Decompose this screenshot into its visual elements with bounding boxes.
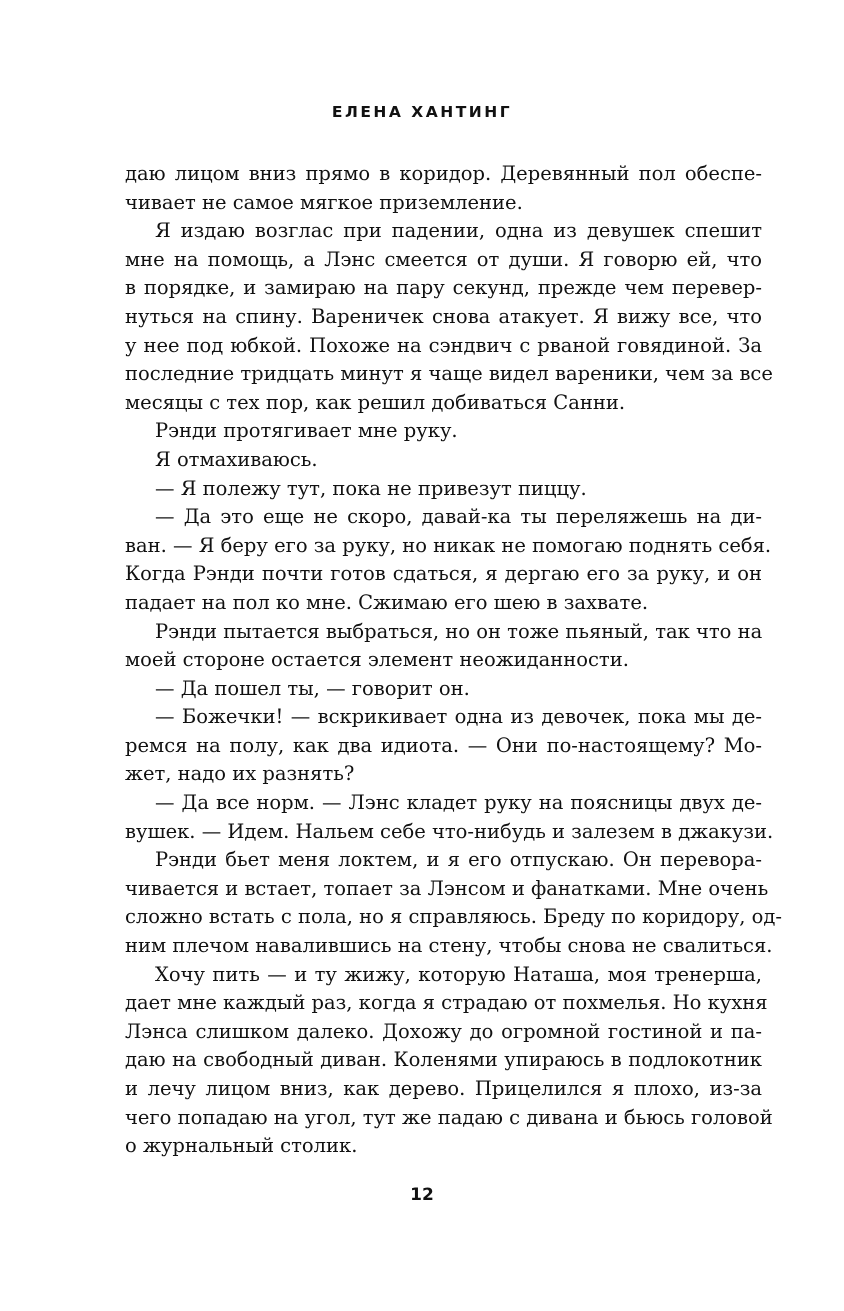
text-line: Рэнди протягивает мне руку.	[155, 419, 458, 443]
text-line: сложно встать с пола, но я справляюсь. Бреду по коридору, од-	[125, 905, 782, 929]
running-header: ЕЛЕНА ХАНТИНГ	[331, 103, 513, 121]
text-line: о журнальный столик.	[125, 1134, 358, 1158]
text-line: — Да это еще не скоро, давай-ка ты переляжешь на ди-	[155, 505, 762, 529]
text-line: ван. — Я беру его за руку, но никак не помогаю поднять себя.	[125, 533, 772, 557]
text-line: в порядке, и замираю на пару секунд, прежде чем перевер-	[125, 276, 762, 300]
text-line: вушек. — Идем. Нальем себе что-нибудь и залезем в джакузи.	[125, 819, 774, 843]
text-line: падает на пол ко мне. Сжимаю его шею в захвате.	[125, 590, 649, 614]
text-line: даю лицом вниз прямо в коридор. Деревянный пол обеспе-	[125, 162, 762, 185]
text-line: мне на помощь, а Лэнс смеется от души. Я говорю ей, что	[125, 247, 762, 271]
text-line: ним плечом навалившись на стену, чтобы снова не свалиться.	[125, 934, 773, 958]
text-line: — Божечки! — вскрикивает одна из девочек, пока мы де-	[155, 705, 762, 729]
text-line: и лечу лицом вниз, как дерево. Прицелился я плохо, из-за	[125, 1077, 762, 1100]
text-line: моей стороне остается элемент неожиданности.	[125, 648, 629, 672]
text-line: чивает не самое мягкое приземление.	[125, 190, 523, 214]
text-line: жет, надо их разнять?	[125, 762, 355, 786]
text-line: Лэнса слишком далеко. Дохожу до огромной гостиной и па-	[125, 1019, 762, 1043]
text-line: последние тридцать минут я чаще видел вареники, чем за все	[125, 362, 773, 386]
text-line: — Я полежу тут, пока не привезут пиццу.	[155, 476, 587, 500]
text-line: дает мне каждый раз, когда я страдаю от похмелья. Но кухня	[125, 991, 768, 1015]
page-number: 12	[410, 1185, 434, 1205]
text-line: у нее под юбкой. Похоже на сэндвич с рваной говядиной. За	[125, 333, 762, 357]
text-line: — Да все норм. — Лэнс кладет руку на поясницы двух де-	[155, 791, 762, 815]
text-line: даю на свободный диван. Коленями упираюсь в подлокотник	[125, 1048, 762, 1072]
text-line: Я отмахиваюсь.	[155, 447, 318, 471]
text-line: месяцы с тех пор, как решил добиваться Санни.	[125, 390, 626, 414]
text-line: Рэнди пытается выбраться, но он тоже пьяный, так что на	[155, 619, 763, 643]
body-text	[125, 160, 782, 1161]
text-line: — Да пошел ты, — говорит он.	[155, 676, 470, 700]
text-line: чивается и встает, топает за Лэнсом и фанатками. Мне очень	[125, 876, 769, 900]
text-line: чего попадаю на угол, тут же падаю с дивана и бьюсь головой	[125, 1105, 773, 1129]
text-line: Когда Рэнди почти готов сдаться, я дергаю его за руку, и он	[125, 562, 762, 586]
text-line: Хочу пить — и ту жижу, которую Наташа, моя тренерша,	[155, 962, 762, 986]
text-line: нуться на спину. Вареничек снова атакует. Я вижу все, что	[125, 304, 762, 328]
text-line: Рэнди бьет меня локтем, и я его отпускаю. Он перевора-	[155, 848, 762, 872]
text-line: ремся на полу, как два идиота. — Они по-настоящему? Мо-	[125, 733, 762, 757]
text-line: Я издаю возглас при падении, одна из девушек спешит	[155, 219, 762, 243]
